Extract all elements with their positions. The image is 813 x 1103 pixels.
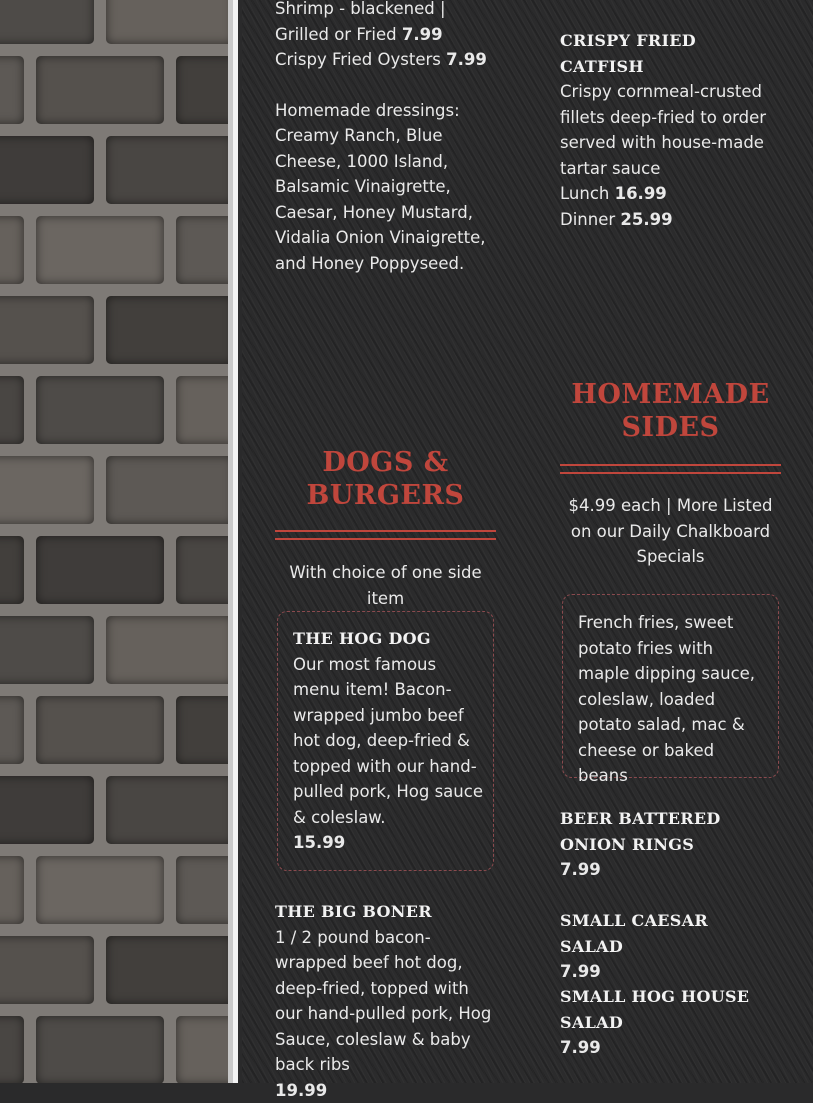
big-boner-description: 1 / 2 pound bacon-wrapped beef hot dog, deep-fried, topped with our hand-pulled pork, Hog Sauce, coleslaw & baby back ribs (275, 925, 500, 1078)
homemade-sides-section (560, 378, 781, 570)
catfish-item (560, 28, 770, 232)
brick-wall-image (0, 0, 228, 1083)
hog-dog-name: THE HOG DOG (293, 626, 483, 652)
sides-heading-rule (560, 464, 781, 474)
oysters-item: Crispy Fried Oysters 7.99 (275, 47, 500, 73)
caesar-salad-price: 7.99 (560, 959, 775, 985)
seafood-addons (275, 0, 500, 276)
dogs-burgers-section (275, 446, 496, 611)
sides-box-text: French fries, sweet potato fries with maple dipping sauce, coleslaw, loaded potato salad, mac & cheese or baked beans (578, 610, 768, 789)
catfish-name: CRISPY FRIED CATFISH (560, 28, 770, 79)
shrimp-item: Shrimp - blackened | Grilled or Fried 7.99 (275, 0, 500, 47)
hog-house-salad-item (560, 984, 760, 1061)
column-divider (228, 0, 242, 1083)
menu-panel (242, 0, 813, 1083)
onion-rings-price: 7.99 (560, 857, 775, 883)
hog-dog-description: Our most famous menu item! Bacon-wrapped jumbo beef hot dog, deep-fried & topped with our hand-pulled pork, Hog sauce & coleslaw. (293, 652, 483, 831)
hog-dog-item (293, 626, 483, 856)
dogs-subtitle: With choice of one side item (275, 560, 496, 611)
catfish-description: Crispy cornmeal-crusted fillets deep-fried to order served with house-made tartar sauce (560, 79, 770, 181)
big-boner-item (275, 899, 500, 1103)
big-boner-price: 19.99 (275, 1078, 500, 1103)
sides-subtitle: $4.99 each | More Listed on our Daily Chalkboard Specials (560, 493, 781, 570)
dogs-heading-rule (275, 530, 496, 540)
dressings-text: Homemade dressings: Creamy Ranch, Blue Cheese, 1000 Island, Balsamic Vinaigrette, Caesar, Honey Mustard, Vidalia Onion Vinaigrette, and Honey Poppyseed. (275, 98, 500, 277)
caesar-salad-name: SMALL CAESAR SALAD (560, 908, 775, 959)
sides-heading: HOMEMADE SIDES (560, 378, 781, 444)
caesar-salad-item (560, 908, 775, 985)
catfish-dinner: Dinner 25.99 (560, 207, 770, 233)
sides-list (578, 610, 768, 789)
catfish-lunch: Lunch 16.99 (560, 181, 770, 207)
onion-rings-name: BEER BATTERED ONION RINGS (560, 806, 775, 857)
hog-dog-price: 15.99 (293, 830, 483, 856)
dogs-heading: DOGS & BURGERS (275, 446, 496, 512)
onion-rings-item (560, 806, 775, 883)
big-boner-name: THE BIG BONER (275, 899, 500, 925)
hog-house-salad-name: SMALL HOG HOUSE SALAD (560, 984, 760, 1035)
hog-house-salad-price: 7.99 (560, 1035, 760, 1061)
